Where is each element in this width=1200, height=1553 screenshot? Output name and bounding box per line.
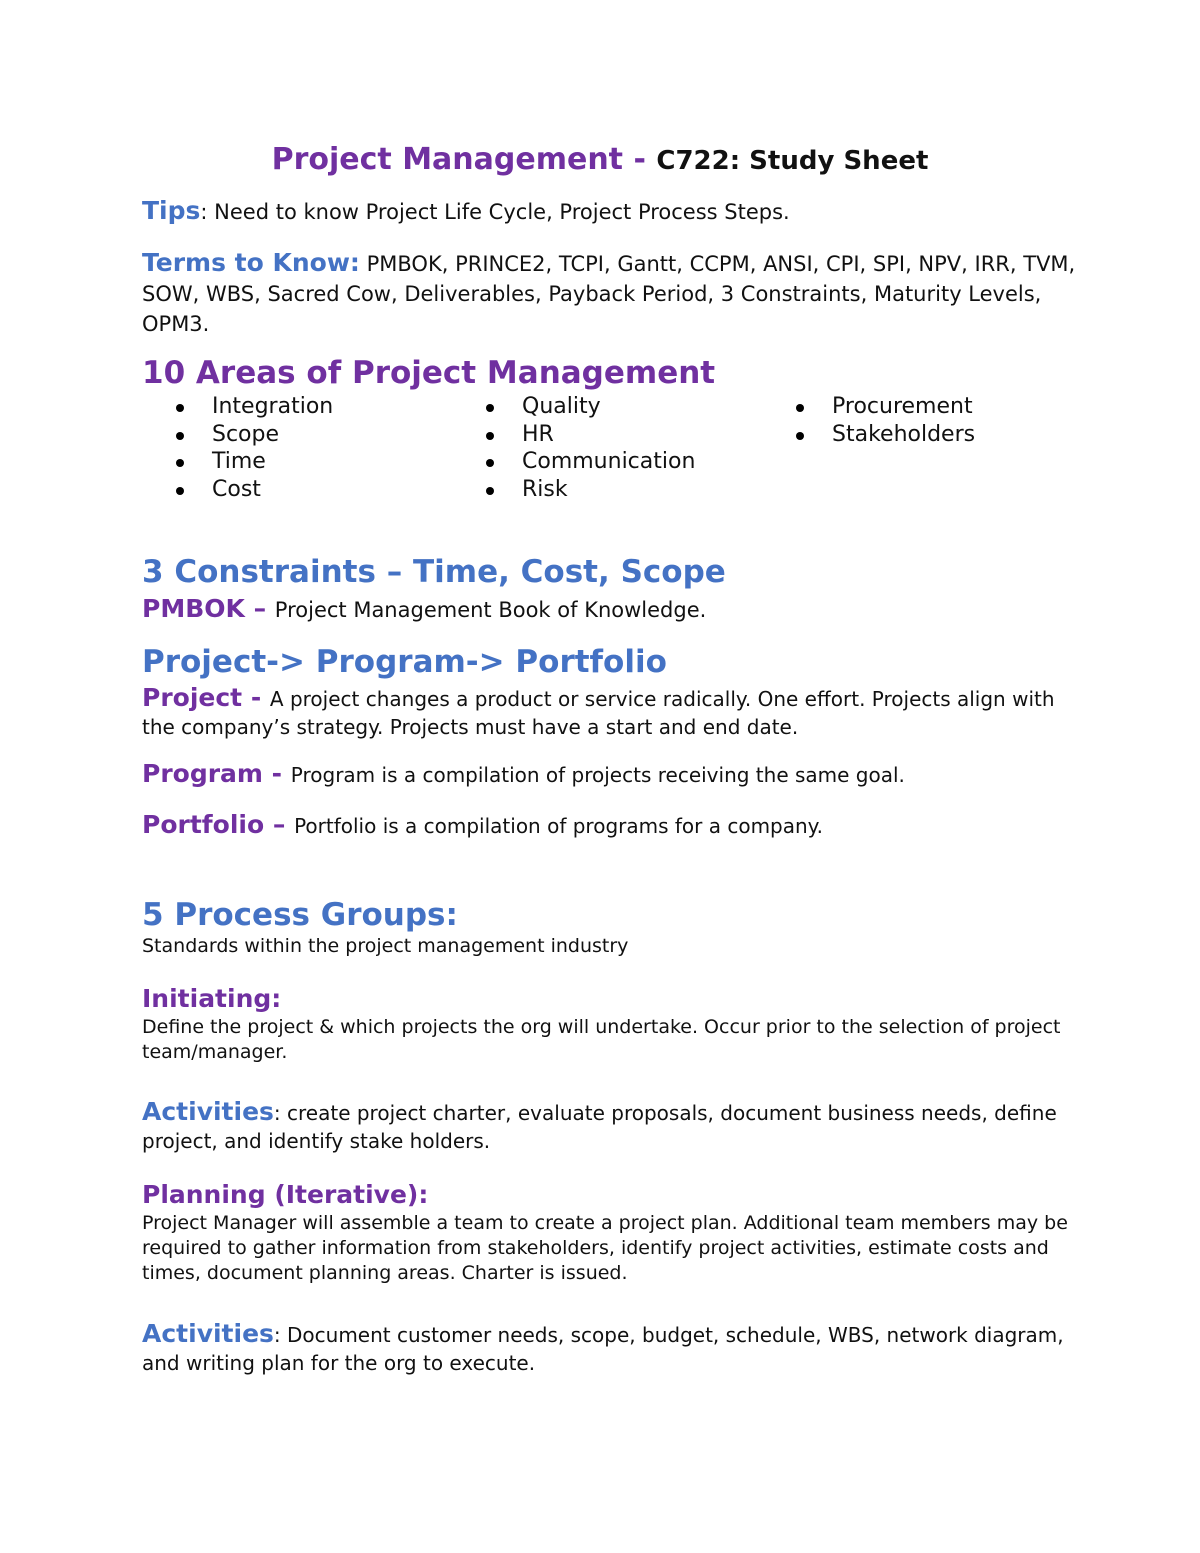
bullet-icon	[176, 404, 184, 412]
project-text: A project changes a product or service radically. One effort. Projects align with the company’s strategy. Projects must have a start and end date.	[142, 687, 1055, 739]
portfolio-label: Portfolio –	[142, 810, 295, 839]
activities-1-text: : create project charter, evaluate proposals, document business needs, define project, and identify stake holders.	[142, 1101, 1057, 1153]
area-stakeholders: Stakeholders	[832, 421, 976, 447]
area-integration: Integration	[212, 394, 334, 419]
areas-column-2	[484, 393, 794, 503]
areas-column-3	[794, 393, 1104, 503]
area-scope: Scope	[212, 421, 280, 447]
terms-text: PMBOK, PRINCE2, TCPI, Gantt, CCPM, ANSI, CPI, SPI, NPV, IRR, TVM, SOW, WBS, Sacred Cow, Deliverables, Payback Period, 3 Constraints, Maturity Levels, OPM3.	[142, 252, 1076, 336]
title-main: Project Management -	[271, 142, 657, 177]
list-item	[174, 448, 484, 476]
bullet-icon	[796, 404, 804, 412]
process-subtitle: Standards within the project management industry	[142, 935, 629, 957]
project-paragraph	[142, 684, 1090, 741]
pmbok-text: Project Management Book of Knowledge.	[274, 598, 707, 622]
hierarchy-heading: Project-> Program-> Portfolio	[142, 644, 667, 680]
bullet-icon	[486, 432, 494, 440]
list-item	[484, 476, 794, 504]
initiating-heading: Initiating:	[142, 984, 282, 1013]
list-item	[484, 421, 794, 449]
bullet-icon	[176, 459, 184, 467]
list-item	[794, 421, 1104, 449]
area-communication: Communication	[522, 449, 696, 474]
pmbok-label: PMBOK –	[142, 594, 275, 623]
bullet-icon	[486, 487, 494, 495]
program-paragraph	[142, 760, 1090, 789]
list-item	[174, 421, 484, 449]
list-item	[484, 393, 794, 421]
constraints-heading: 3 Constraints – Time, Cost, Scope	[142, 554, 726, 590]
bullet-icon	[486, 404, 494, 412]
list-item	[794, 393, 1104, 421]
terms-label: Terms to Know:	[142, 248, 360, 277]
project-label: Project -	[142, 683, 270, 712]
tips-label: Tips	[142, 196, 201, 225]
tips-paragraph	[142, 196, 1090, 227]
portfolio-paragraph	[142, 811, 1090, 840]
bullet-icon	[486, 459, 494, 467]
bullet-icon	[796, 432, 804, 440]
activities-1-label: Activities	[142, 1097, 274, 1126]
area-procurement: Procurement	[832, 394, 973, 419]
areas-heading: 10 Areas of Project Management	[142, 355, 716, 391]
activities-1-paragraph	[142, 1098, 1090, 1155]
portfolio-text: Portfolio is a compilation of programs for a company.	[294, 814, 824, 838]
program-text: Program is a compilation of projects receiving the same goal.	[290, 763, 905, 787]
list-item	[484, 448, 794, 476]
area-hr: HR	[522, 421, 554, 447]
planning-heading: Planning (Iterative):	[142, 1180, 429, 1209]
area-cost: Cost	[212, 476, 261, 502]
initiating-text: Define the project & which projects the org will undertake. Occur prior to the selection of project team/manager.	[142, 1016, 1061, 1063]
areas-list	[174, 393, 1104, 503]
bullet-icon	[176, 432, 184, 440]
activities-2-paragraph	[142, 1320, 1090, 1377]
process-heading: 5 Process Groups:	[142, 897, 458, 933]
terms-paragraph	[142, 248, 1090, 339]
page-title	[0, 140, 1200, 181]
area-risk: Risk	[522, 476, 568, 502]
pmbok-paragraph	[142, 594, 1090, 625]
activities-2-label: Activities	[142, 1319, 274, 1348]
tips-text: : Need to know Project Life Cycle, Project Process Steps.	[200, 200, 790, 224]
area-quality: Quality	[522, 394, 601, 419]
title-code: C722: Study Sheet	[656, 146, 929, 176]
planning-text: Project Manager will assemble a team to create a project plan. Additional team members may be required to gather information from stakeholders, identify project activities, estimate costs and times, document planning areas. Charter is issued.	[142, 1212, 1068, 1284]
list-item	[174, 476, 484, 504]
area-time: Time	[212, 449, 266, 474]
bullet-icon	[176, 487, 184, 495]
program-label: Program -	[142, 759, 291, 788]
areas-column-1	[174, 393, 484, 503]
activities-2-text: : Document customer needs, scope, budget, schedule, WBS, network diagram, and writing plan for the org to execute.	[142, 1323, 1064, 1375]
list-item	[174, 393, 484, 421]
